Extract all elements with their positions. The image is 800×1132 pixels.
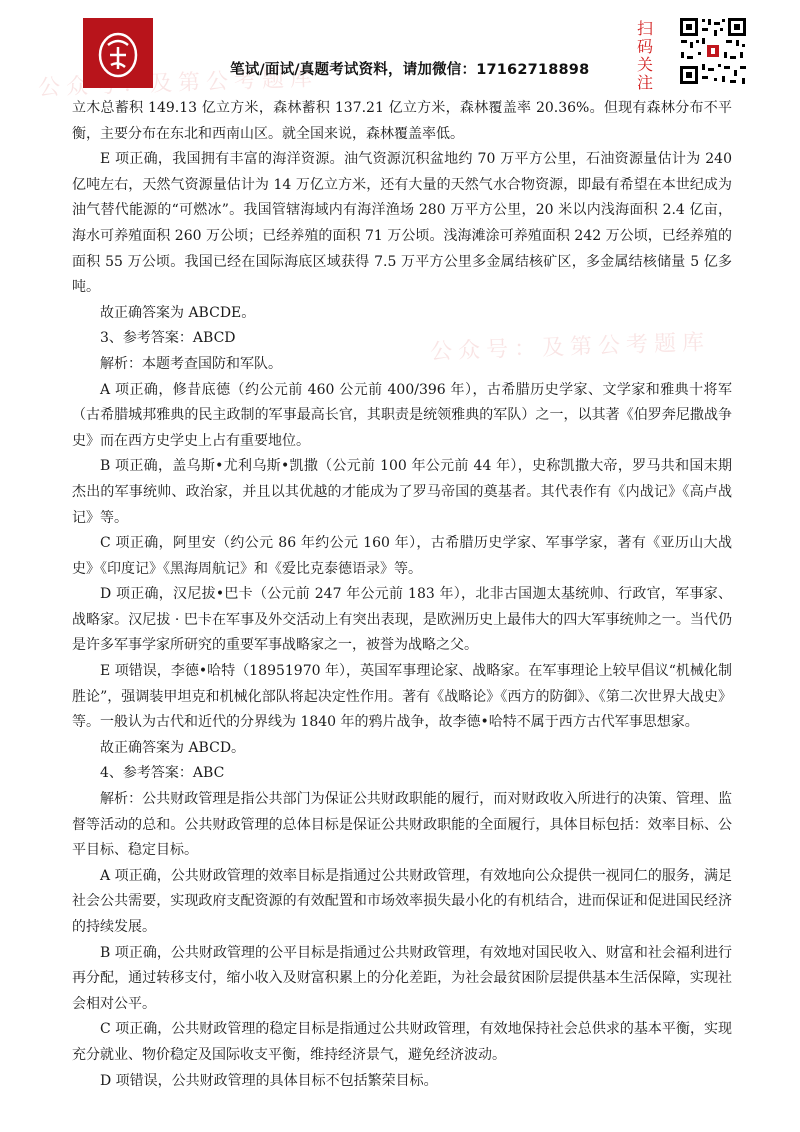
paragraph: B 项正确，盖乌斯•尤利乌斯•凯撒（公元前 100 年公元前 44 年），史称凯撒大帝，罗马共和国末期杰出的军事统帅、政治家，并且以其优越的才能成为了罗马帝国的奠基者。其代表作有《内战记》《高卢战记》等。 bbox=[72, 458, 732, 526]
paragraph: 解析：公共财政管理是指公共部门为保证公共财政职能的履行，而对财政收入所进行的决策、管理、监督等活动的总和。公共财政管理的总体目标是保证公共财政职能的全面履行，具体目标包括：效率目标、公平目标、稳定目标。 bbox=[72, 791, 732, 859]
paragraph: 解析：本题考查国防和军队。 bbox=[100, 355, 282, 372]
paragraph: 故正确答案为 ABCDE。 bbox=[100, 304, 256, 321]
paragraph: C 项正确，阿里安（约公元 86 年约公元 160 年），古希腊历史学家、军事学家，著有《亚历山大战史》《印度记》《黑海周航记》和《爱比克泰德语录》等。 bbox=[72, 535, 732, 577]
seal-icon bbox=[90, 25, 146, 81]
answer-heading: 3、参考答案：ABCD bbox=[100, 330, 236, 347]
paragraph: D 项正确，汉尼拔•巴卡（公元前 247 年公元前 183 年），北非古国迦太基统帅、行政官，军事家、战略家。汉尼拔 · 巴卡在军事及外交活动上有突出表现，是欧洲历史上最伟大的四大军事统帅之一。当代仍是许多军事学家所研究的重要军事战略家之一，被誉为战略之父。 bbox=[72, 586, 732, 654]
header-title: 笔试/面试/真题考试资料，请加微信：17162718898 bbox=[230, 62, 590, 78]
paragraph: E 项错误，李德•哈特（18951970 年），英国军事理论家、战略家。在军事理论上较早倡议“机械化制胜论”，强调装甲坦克和机械化部队将起决定性作用。著有《战略论》《西方的防御》、《第二次世界大战史》等。一般认为古代和近代的分界线为 1840 年的鸦片战争，故李德•哈特不属于西方古代军事思想家。 bbox=[72, 663, 732, 731]
paragraph: D 项错误，公共财政管理的具体目标不包括繁荣目标。 bbox=[100, 1072, 438, 1089]
document-body bbox=[72, 96, 732, 1094]
watermark: 公众号：及第公考题库 bbox=[429, 330, 711, 365]
watermark: 公众号：及第公考题库 bbox=[37, 66, 319, 101]
paragraph: C 项正确，公共财政管理的稳定目标是指通过公共财政管理，有效地保持社会总供求的基本平衡，实现充分就业、物价稳定及国际收支平衡，维持经济景气，避免经济波动。 bbox=[72, 1021, 732, 1063]
paragraph: 故正确答案为 ABCD。 bbox=[100, 739, 246, 756]
answer-heading: 4、参考答案：ABC bbox=[100, 765, 225, 782]
paragraph: E 项正确，我国拥有丰富的海洋资源。油气资源沉积盆地约 70 万平方公里，石油资源量估计为 240 亿吨左右，天然气资源量估计为 14 万亿立方米，还有大量的天然气水合物资源，即最有希望在本世纪成为油气替代能源的“可燃冰”。我国管辖海域内有海洋渔场 280 万平方公里，20 米以内浅海面积 2.4 亿亩，海水可养殖面积 260 万公顷；已经养殖的面积 71 万公顷。浅海滩涂可养殖面积 242 万公顷，已经养殖的面积 55 万公顷。我国已经在国际海底区域获得 7.5 万平方公里多金属结核矿区，多金属结核储量 5 亿多吨。 bbox=[72, 151, 732, 296]
logo bbox=[83, 18, 153, 88]
paragraph: 立木总蓄积 149.13 亿立方米，森林蓄积 137.21 亿立方米，森林覆盖率 20.36%。但现有森林分布不平衡，主要分布在东北和西南山区。就全国来说，森林覆盖率低。 bbox=[72, 100, 732, 142]
scan-label: 扫码关注 bbox=[636, 19, 653, 92]
qr-code-icon bbox=[678, 16, 748, 86]
paragraph: A 项正确，公共财政管理的效率目标是指通过公共财政管理，有效地向公众提供一视同仁的服务，满足社会公共需要，实现政府支配资源的有效配置和市场效率损失最小化的有机结合，进而保证和促进国民经济的持续发展。 bbox=[72, 867, 732, 935]
paragraph: A 项正确，修昔底德（约公元前 460 公元前 400/396 年），古希腊历史学家、文学家和雅典十将军（古希腊城邦雅典的民主政制的军事最高长官，其职责是统领雅典的军队）之一，以其著《伯罗奔尼撒战争史》而在西方史学史上占有重要地位。 bbox=[72, 381, 732, 449]
paragraph: B 项正确，公共财政管理的公平目标是指通过公共财政管理，有效地对国民收入、财富和社会福利进行再分配，通过转移支付，缩小收入及财富积累上的分化差距，为社会最贫困阶层提供基本生活保障，实现社会相对公平。 bbox=[72, 944, 732, 1012]
